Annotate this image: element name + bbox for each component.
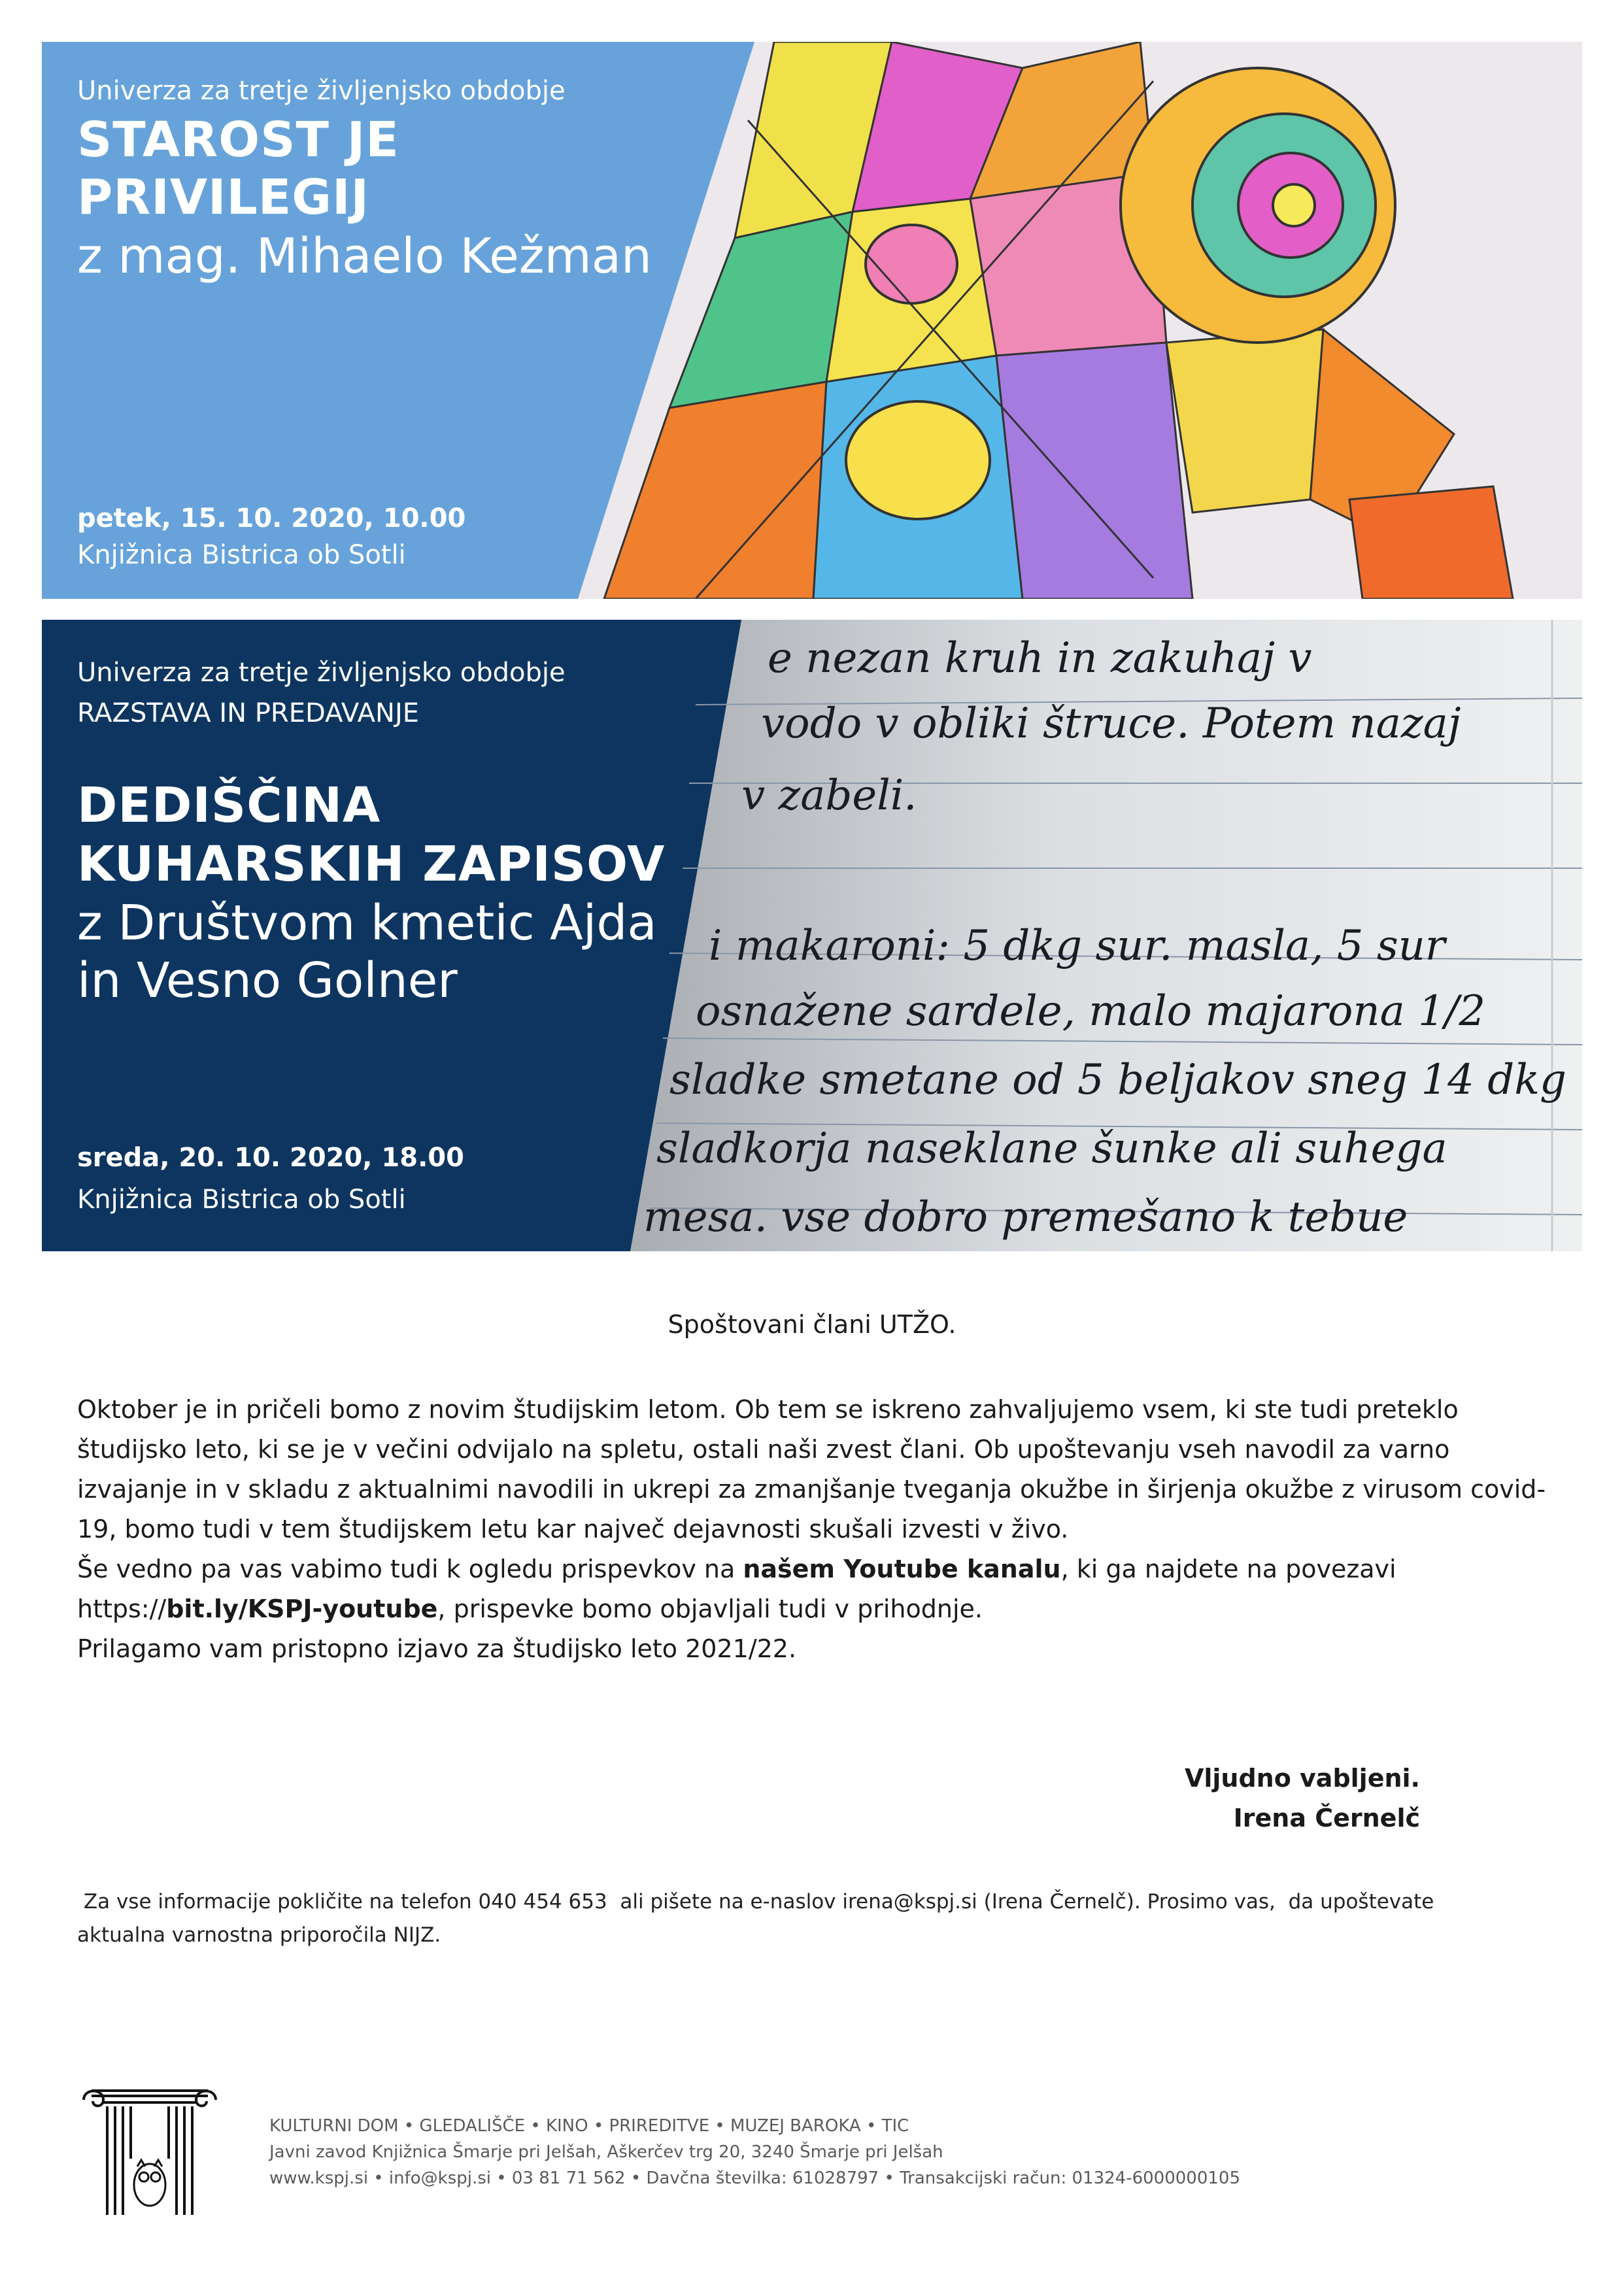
ionic-column-owl-logo-icon — [77, 2087, 222, 2218]
handwriting-line: sladke smetane od 5 beljakov sneg 14 dkg — [669, 1056, 1566, 1104]
footer-text — [269, 2113, 1240, 2191]
footer-line: Javni zavod Knjižnica Šmarje pri Jelšah, Aškerčev trg 20, 3240 Šmarje pri Jelšah — [269, 2142, 943, 2162]
handwriting-line: e nezan kruh in zakuhaj v — [768, 634, 1312, 683]
letter-body — [77, 1390, 1548, 1669]
event-banner-starost — [42, 42, 1582, 599]
banner-subtitle: Univerza za tretje življenjsko obdobje — [77, 658, 566, 688]
letter-paragraph — [77, 1549, 1548, 1629]
handwriting-line: vodo v obliki štruce. Potem nazaj — [761, 700, 1461, 748]
contact-info-line: aktualna varnostna priporočila NIJZ. — [77, 1923, 441, 1947]
letter-paragraph: Prilagamo vam pristopno izjavo za študijsko leto 2021/22. — [77, 1634, 797, 1663]
banner-title-line2: KUHARSKIH ZAPISOV — [77, 836, 666, 892]
banner-place: Knjižnica Bistrica ob Sotli — [77, 540, 406, 570]
handwriting-line: sladkorja naseklane šunke ali suhega — [656, 1124, 1447, 1173]
event-banner-dediscina — [42, 620, 1582, 1251]
handwriting-line: mesa. vse dobro premešano k tebue — [643, 1193, 1408, 1241]
youtube-link[interactable]: bit.ly/KSPJ-youtube — [166, 1594, 438, 1623]
banner-place: Knjižnica Bistrica ob Sotli — [77, 1185, 406, 1215]
banner-guest-line1: z Društvom kmetic Ajda — [77, 895, 657, 951]
contact-info-line: Za vse informacije pokličite na telefon 040 454 653 ali pišete na e-naslov irena@kspj.si (Irena Černelč). Prosimo vas, da upoštevate — [77, 1890, 1434, 1914]
handwriting-line: osnažene sardele, malo majarona 1/2 — [696, 987, 1486, 1036]
banner-subtitle: Univerza za tretje življenjsko obdobje — [77, 76, 566, 106]
contact-info — [77, 1885, 1434, 1952]
text-span: , ki ga najdete na povezavi https:// — [77, 1555, 1396, 1623]
footer-line: www.kspj.si • info@kspj.si • 03 81 71 562 • Davčna številka: 61028797 • Transakcijski račun: 01324-6000000105 — [269, 2168, 1241, 2188]
handwriting-line: i makaroni: 5 dkg sur. masla, 5 sur — [709, 922, 1446, 970]
letter-paragraph: Oktober je in pričeli bomo z novim študijskim letom. Ob tem se iskreno zahvaljujemo vsem, ki ste tudi preteklo študijsko leto, ki se je v večini odvijalo na spletu, ostali naši zvest člani. Ob upoštevanju vseh navodil za varno izvajanje in v skladu z aktualnimi navodili in ukrepi za zmanjšanje tveganja okužbe in širjenja okužbe z virusom covid-19, bomo tudi v tem študijskem letu kar največ dejavnosti skušali izvesti v živo. — [77, 1395, 1546, 1543]
text-span: Še vedno pa vas vabimo tudi k ogledu prispevkov na — [77, 1555, 743, 1583]
banner-date: sreda, 20. 10. 2020, 18.00 — [77, 1143, 464, 1173]
banner-title-line1: DEDIŠČINA — [77, 777, 381, 834]
closing-text: Vljudno vabljeni. — [1184, 1764, 1420, 1793]
banner-title-line2: PRIVILEGIJ — [77, 169, 370, 226]
banner-date: petek, 15. 10. 2020, 10.00 — [77, 503, 466, 533]
handwriting-line: v zabeli. — [741, 771, 917, 820]
letter-greeting: Spoštovani člani UTŽO. — [668, 1310, 956, 1339]
youtube-channel-label: našem Youtube kanalu — [743, 1555, 1061, 1583]
banner-title-line1: STAROST JE — [77, 112, 399, 168]
signature-name: Irena Černelč — [1233, 1804, 1420, 1832]
banner-guest: z mag. Mihaelo Kežman — [77, 228, 652, 284]
banner-guest-line2: in Vesno Golner — [77, 953, 458, 1009]
footer-line: KULTURNI DOM • GLEDALIŠČE • KINO • PRIREDITVE • MUZEJ BAROKA • TIC — [269, 2116, 909, 2136]
letter-signoff — [1185, 1759, 1420, 1838]
banner-subtitle-2: RAZSTAVA IN PREDAVANJE — [77, 698, 420, 728]
text-span: , prispevke bomo objavljali tudi v prihodnje. — [437, 1594, 983, 1623]
